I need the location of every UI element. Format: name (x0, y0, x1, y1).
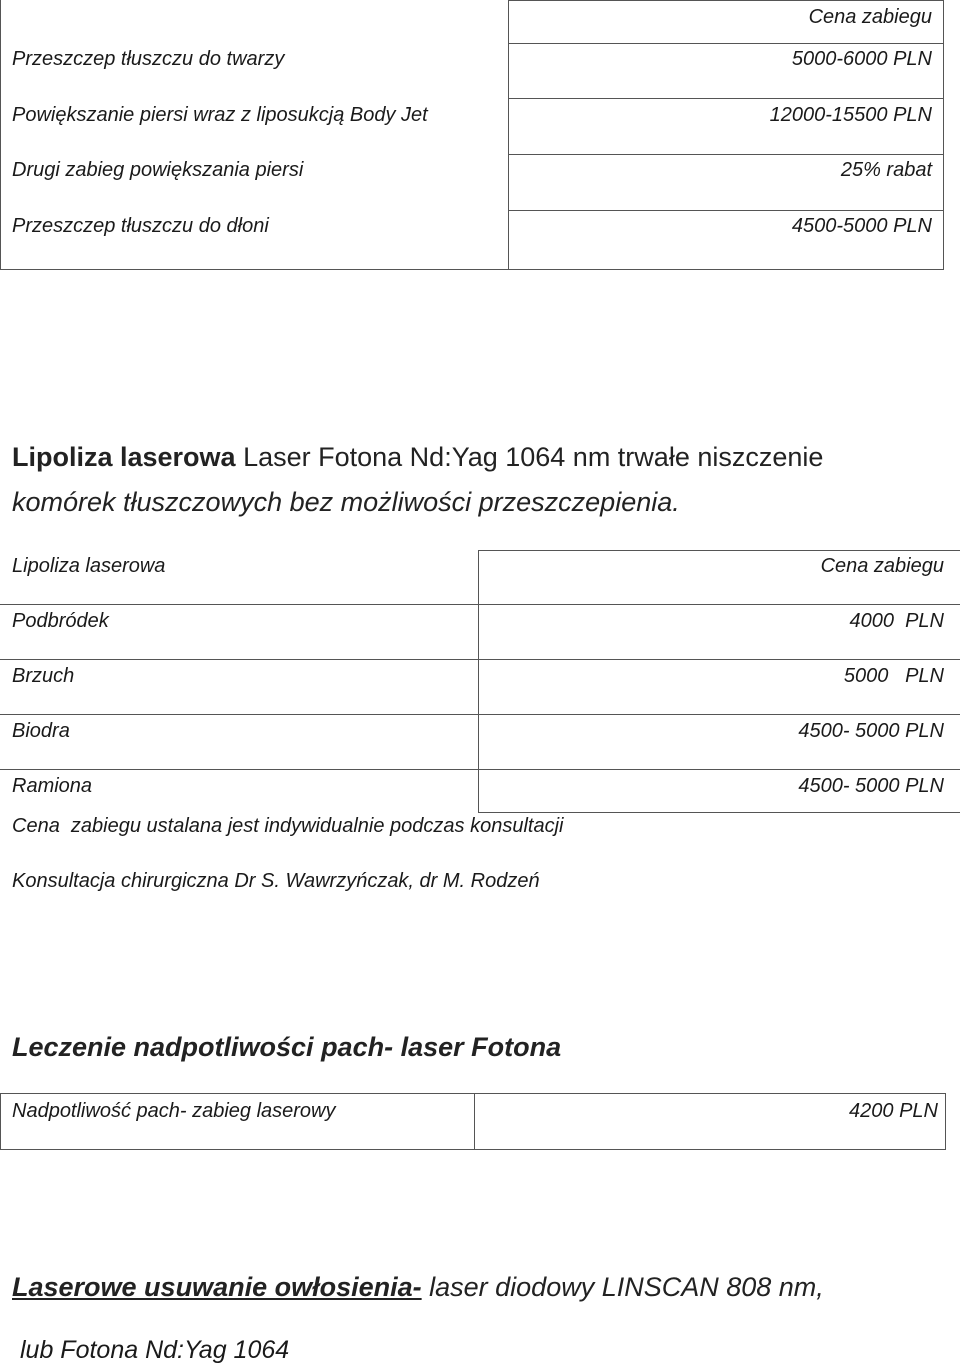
section-title-bold: Lipoliza laserowa (12, 442, 236, 472)
section-title-hair-removal (12, 1272, 824, 1303)
section-title-rest: laser diodowy LINSCAN 808 nm, (421, 1272, 824, 1302)
consultation-note: Konsultacja chirurgiczna Dr S. Wawrzyńczak, dr M. Rodzeń (12, 870, 540, 892)
treatment-price: 25% rabat (840, 159, 932, 181)
treatment-price: 4200 PLN (849, 1100, 938, 1122)
section-title-line2: lub Fotona Nd:Yag 1064 (20, 1336, 290, 1364)
table-header-name: Lipoliza laserowa (12, 555, 166, 577)
section-title-rest: Laser Fotona Nd:Yag 1064 nm trwałe niszczenie (235, 442, 824, 472)
treatment-price: 12000-15500 PLN (769, 104, 932, 126)
area-price: 4000 PLN (849, 610, 944, 632)
price-column-header: Cena zabiegu (820, 555, 944, 577)
treatment-name: Drugi zabieg powiększania piersi (12, 159, 304, 181)
body-area: Podbródek (12, 610, 109, 632)
treatment-price: 4500-5000 PLN (791, 215, 932, 237)
treatment-name: Przeszczep tłuszczu do twarzy (12, 48, 285, 70)
treatment-name: Przeszczep tłuszczu do dłoni (12, 215, 269, 237)
section-title-bold: Laserowe usuwanie owłosienia- (12, 1272, 422, 1302)
price-column-header: Cena zabiegu (808, 6, 932, 28)
body-area: Ramiona (12, 775, 93, 797)
treatment-name: Nadpotliwość pach- zabieg laserowy (12, 1100, 336, 1122)
area-price: 4500- 5000 PLN (798, 720, 944, 742)
body-area: Brzuch (12, 665, 75, 687)
body-area: Biodra (12, 720, 70, 742)
section-title-line2: komórek tłuszczowych bez możliwości przeszczepienia. (12, 487, 680, 517)
area-price: 5000 PLN (843, 665, 944, 687)
treatment-price: 5000-6000 PLN (791, 48, 932, 70)
section-title-laser-lipolysis (12, 442, 823, 473)
section-title-hyperhidrosis: Leczenie nadpotliwości pach- laser Fotona (12, 1032, 562, 1062)
treatment-name: Powiększanie piersi wraz z liposukcją Body Jet (12, 104, 428, 126)
price-note: Cena zabiegu ustalana jest indywidualnie podczas konsultacji (12, 815, 564, 837)
area-price: 4500- 5000 PLN (798, 775, 944, 797)
